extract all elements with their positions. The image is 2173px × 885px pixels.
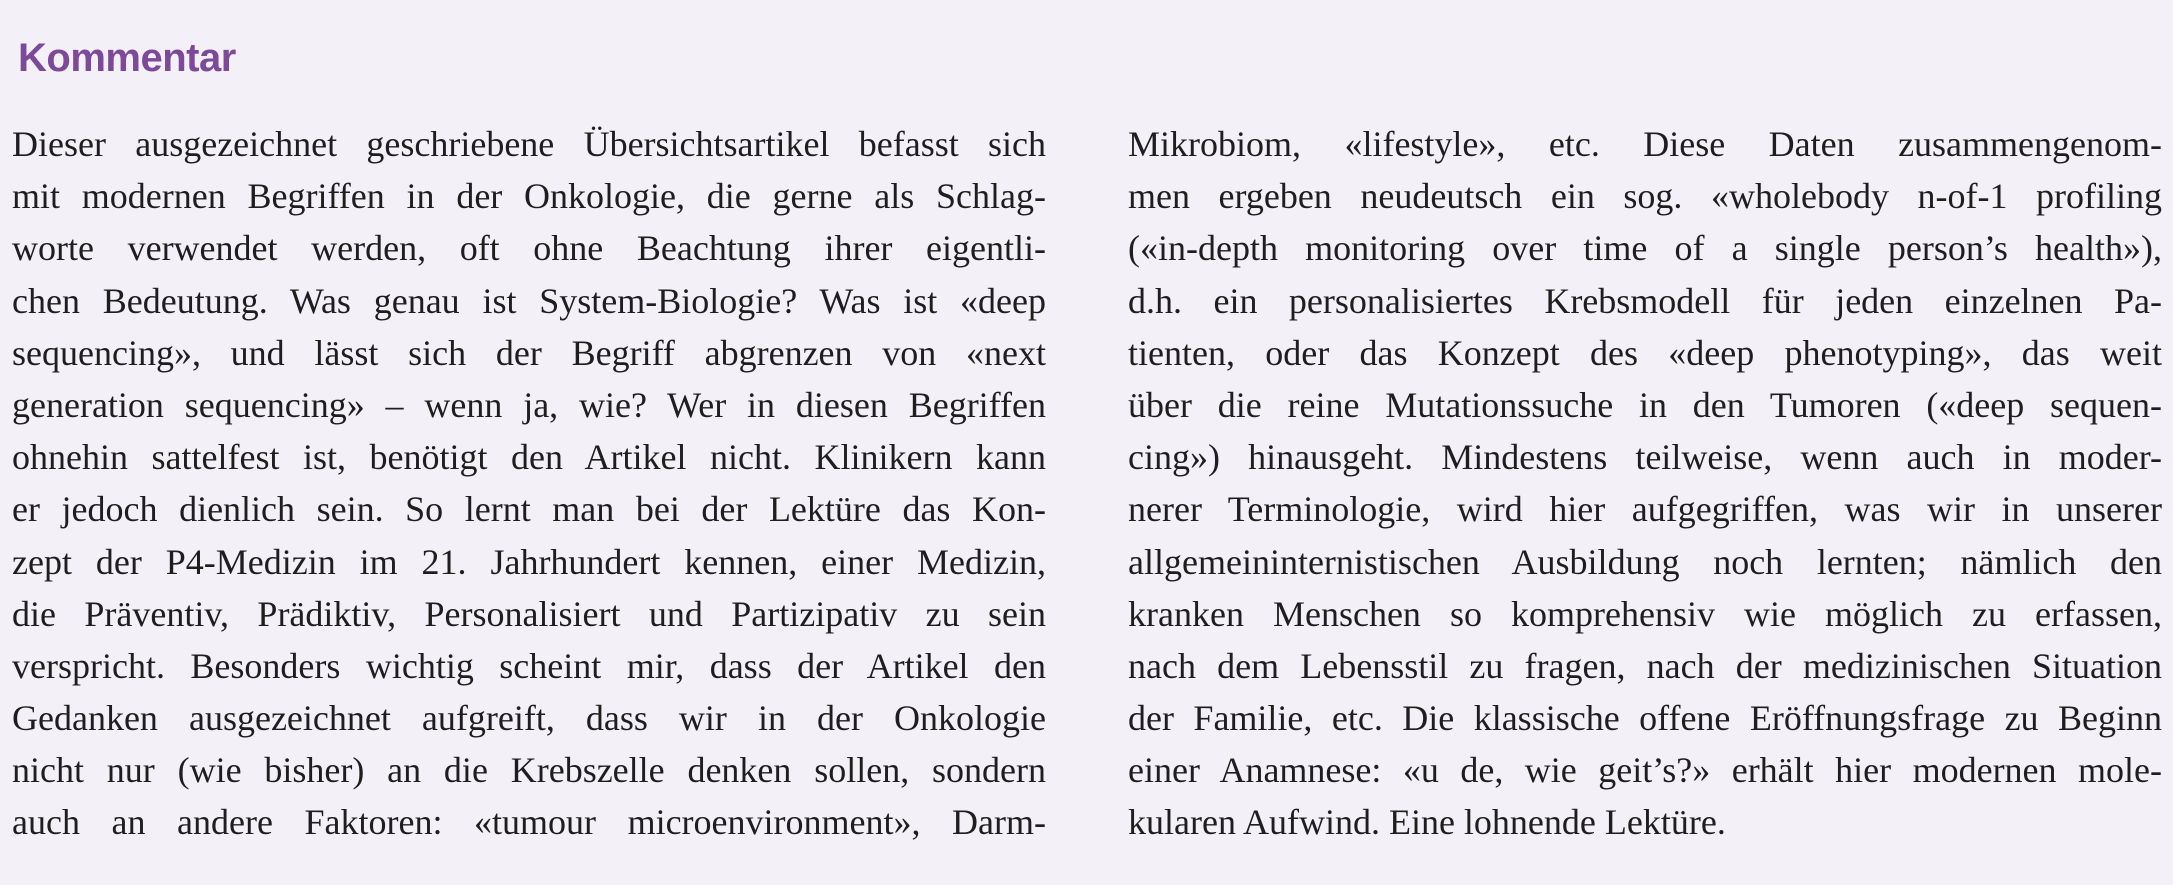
text-line: («in-depth monitoring over time of a single person’s health»), [1128,228,2162,269]
text-line: Mikrobiom, «lifestyle», etc. Diese Daten zusammengenom- [1128,124,2162,164]
text-line: er jedoch dienlich sein. So lernt man bei der Lektüre das Kon- [12,489,1046,530]
text-line: nach dem Lebensstil zu fragen, nach der medizinischen Situation [1128,645,2162,686]
text-line: zept der P4-Medizin im 21. Jahrhundert kennen, einer Medizin, [12,541,1046,582]
text-line: sequencing», und lässt sich der Begriff abgrenzen von «next [12,332,1046,373]
text-line: kularen Aufwind. Eine lohnende Lektüre. [1128,802,1726,843]
text-line: allgemeininternistischen Ausbildung noch lernten; nämlich den [1128,541,2162,582]
text-column-left [12,118,1046,849]
section-heading: Kommentar [18,36,236,80]
text-line: verspricht. Besonders wichtig scheint mir, dass der Artikel den [12,645,1046,686]
text-line: cing») hinausgeht. Mindestens teilweise, wenn auch in moder- [1128,437,2162,478]
text-line: d.h. ein personalisiertes Krebsmodell für jeden einzelnen Pa- [1128,280,2162,321]
text-line: über die reine Mutationssuche in den Tumoren («deep sequen- [1128,384,2162,425]
text-line: worte verwendet werden, oft ohne Beachtung ihrer eigentli- [12,228,1046,269]
text-line: auch an andere Faktoren: «tumour microenvironment», Darm- [12,802,1046,843]
text-line: nerer Terminologie, wird hier aufgegriffen, was wir in unserer [1128,489,2162,530]
text-column-right [1128,118,2162,849]
text-line: Dieser ausgezeichnet geschriebene Übersichtsartikel befasst sich [12,124,1046,164]
text-line: nicht nur (wie bisher) an die Krebszelle denken sollen, sondern [12,750,1046,791]
text-line: mit modernen Begriffen in der Onkologie, die gerne als Schlag- [12,176,1046,217]
text-line: Gedanken ausgezeichnet aufgreift, dass wir in der Onkologie [12,698,1046,739]
text-line: generation sequencing» – wenn ja, wie? Wer in diesen Begriffen [12,384,1046,425]
text-line: kranken Menschen so komprehensiv wie möglich zu erfassen, [1128,593,2162,634]
text-line: men ergeben neudeutsch ein sog. «wholebody n-of-1 profiling [1128,176,2162,217]
text-line: die Präventiv, Prädiktiv, Personalisiert und Partizipativ zu sein [12,593,1046,634]
text-line: chen Bedeutung. Was genau ist System-Biologie? Was ist «deep [12,280,1046,321]
text-line: ohnehin sattelfest ist, benötigt den Artikel nicht. Klinikern kann [12,437,1046,478]
text-line: tienten, oder das Konzept des «deep phenotyping», das weit [1128,332,2162,373]
text-line: der Familie, etc. Die klassische offene Eröffnungsfrage zu Beginn [1128,698,2162,739]
text-line: einer Anamnese: «u de, wie geit’s?» erhält hier modernen mole- [1128,750,2162,791]
